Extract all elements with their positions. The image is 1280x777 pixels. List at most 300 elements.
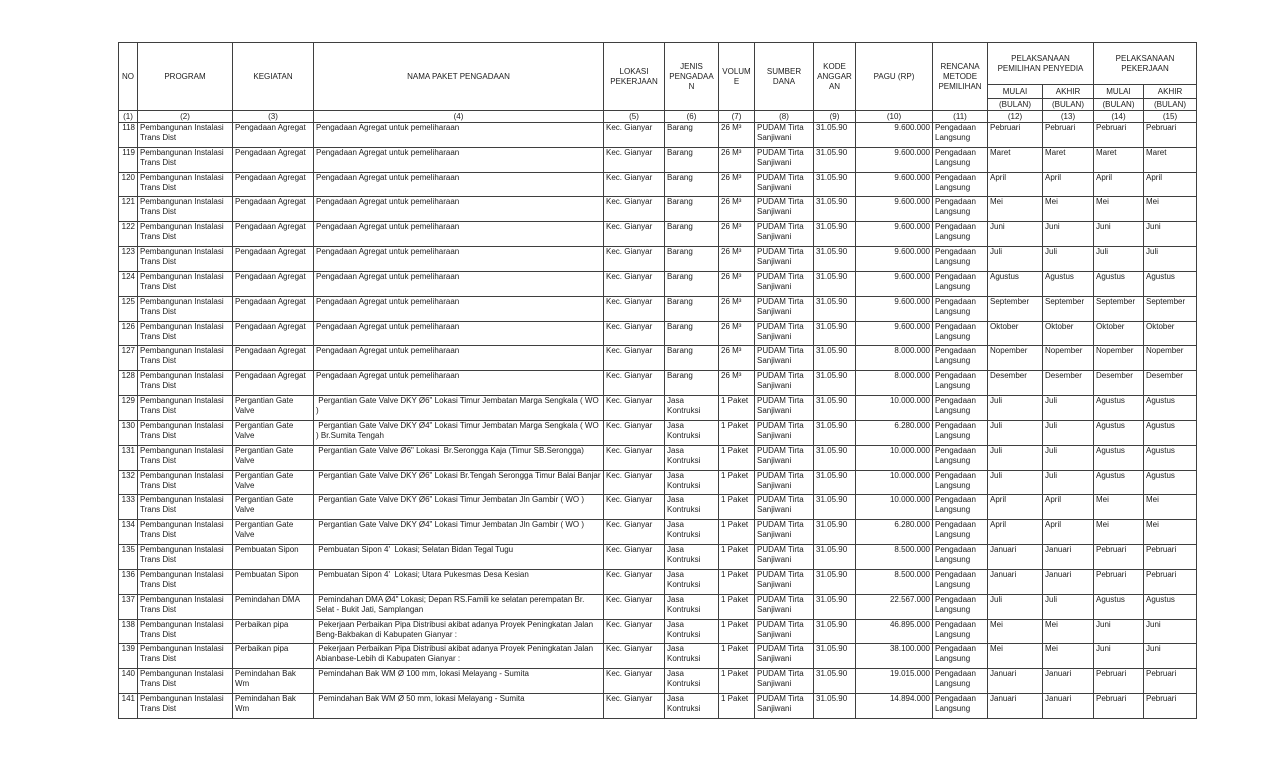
col-number-14: (14) — [1094, 111, 1144, 123]
cell-akhir-pemilihan: Juli — [1043, 396, 1094, 421]
cell-lokasi: Kec. Gianyar — [604, 694, 665, 719]
cell-kegiatan: Pergantian Gate Valve — [233, 420, 314, 445]
cell-lokasi: Kec. Gianyar — [604, 321, 665, 346]
cell-akhir-pemilihan: Januari — [1043, 669, 1094, 694]
cell-pagu: 8.500.000 — [856, 545, 933, 570]
cell-mulai-pekerjaan: Juni — [1094, 644, 1144, 669]
cell-akhir-pekerjaan: Agustus — [1144, 420, 1197, 445]
cell-kegiatan: Pergantian Gate Valve — [233, 520, 314, 545]
table-row — [119, 222, 1197, 247]
cell-nama-paket: Pekerjaan Perbaikan Pipa Distribusi akibat adanya Proyek Peningkatan Jalan Beng-Bakbakan di Kabupaten Gianyar : — [314, 619, 604, 644]
cell-nama-paket: Pengadaan Agregat untuk pemeliharaan — [314, 296, 604, 321]
cell-akhir-pemilihan: April — [1043, 172, 1094, 197]
cell-mulai-pekerjaan: Nopember — [1094, 346, 1144, 371]
cell-no: 129 — [119, 396, 138, 421]
cell-mulai-pekerjaan: Mei — [1094, 197, 1144, 222]
cell-kode-anggaran: 31.05.90 — [814, 520, 856, 545]
cell-kode-anggaran: 31.05.90 — [814, 445, 856, 470]
cell-nama-paket: Pengadaan Agregat untuk pemeliharaan — [314, 222, 604, 247]
table-row — [119, 296, 1197, 321]
cell-akhir-pemilihan: Januari — [1043, 545, 1094, 570]
col-number-3: (3) — [233, 111, 314, 123]
cell-sumber-dana: PUDAM Tirta Sanjiwani — [755, 296, 814, 321]
cell-program: Pembangunan Instalasi Trans Dist — [138, 147, 233, 172]
cell-mulai-pekerjaan: Juli — [1094, 247, 1144, 272]
cell-kegiatan: Pergantian Gate Valve — [233, 396, 314, 421]
cell-no: 128 — [119, 371, 138, 396]
cell-nama-paket: Pengadaan Agregat untuk pemeliharaan — [314, 197, 604, 222]
table-row — [119, 197, 1197, 222]
cell-kegiatan: Pergantian Gate Valve — [233, 495, 314, 520]
cell-sumber-dana: PUDAM Tirta Sanjiwani — [755, 545, 814, 570]
cell-volume: 26 M³ — [719, 271, 755, 296]
cell-jenis: Barang — [665, 172, 719, 197]
header-group-pemilihan-penyedia: PELAKSANAAN PEMILIHAN PENYEDIA — [988, 43, 1094, 85]
cell-mulai-pemilihan: Januari — [988, 569, 1043, 594]
cell-volume: 26 M³ — [719, 247, 755, 272]
cell-mulai-pemilihan: Juli — [988, 594, 1043, 619]
table-row — [119, 271, 1197, 296]
cell-no: 119 — [119, 147, 138, 172]
table-row — [119, 619, 1197, 644]
table-row — [119, 247, 1197, 272]
cell-kegiatan: Pembuatan Sipon — [233, 569, 314, 594]
header-bulan-3: (BULAN) — [1094, 99, 1144, 111]
cell-kegiatan: Pengadaan Agregat — [233, 321, 314, 346]
cell-jenis: Jasa Kontruksi — [665, 520, 719, 545]
cell-akhir-pekerjaan: Juni — [1144, 644, 1197, 669]
cell-akhir-pemilihan: Juli — [1043, 420, 1094, 445]
cell-kegiatan: Pemindahan Bak Wm — [233, 669, 314, 694]
cell-rencana-metode: Pengadaan Langsung — [933, 271, 988, 296]
cell-kode-anggaran: 31.05.90 — [814, 694, 856, 719]
cell-akhir-pekerjaan: Mei — [1144, 495, 1197, 520]
col-number-9: (9) — [814, 111, 856, 123]
header-jenis: JENIS PENGADAAN — [665, 43, 719, 111]
cell-akhir-pemilihan: April — [1043, 495, 1094, 520]
cell-no: 131 — [119, 445, 138, 470]
cell-jenis: Jasa Kontruksi — [665, 644, 719, 669]
cell-program: Pembangunan Instalasi Trans Dist — [138, 396, 233, 421]
cell-nama-paket: Pengadaan Agregat untuk pemeliharaan — [314, 271, 604, 296]
cell-rencana-metode: Pengadaan Langsung — [933, 296, 988, 321]
cell-kode-anggaran: 31.05.90 — [814, 420, 856, 445]
cell-mulai-pemilihan: April — [988, 495, 1043, 520]
cell-nama-paket: Pergantian Gate Valve DKY Ø6" Lokasi Timur Jembatan Marga Sengkala ( WO ) — [314, 396, 604, 421]
cell-mulai-pekerjaan: Pebruari — [1094, 123, 1144, 148]
cell-mulai-pekerjaan: Agustus — [1094, 594, 1144, 619]
table-body — [119, 123, 1197, 719]
table-row — [119, 346, 1197, 371]
cell-no: 126 — [119, 321, 138, 346]
cell-nama-paket: Pengadaan Agregat untuk pemeliharaan — [314, 172, 604, 197]
cell-kegiatan: Pengadaan Agregat — [233, 197, 314, 222]
cell-jenis: Barang — [665, 271, 719, 296]
cell-sumber-dana: PUDAM Tirta Sanjiwani — [755, 569, 814, 594]
cell-program: Pembangunan Instalasi Trans Dist — [138, 420, 233, 445]
cell-rencana-metode: Pengadaan Langsung — [933, 123, 988, 148]
cell-pagu: 10.000.000 — [856, 470, 933, 495]
cell-kegiatan: Perbaikan pipa — [233, 619, 314, 644]
cell-mulai-pemilihan: Januari — [988, 694, 1043, 719]
cell-mulai-pemilihan: Maret — [988, 147, 1043, 172]
cell-nama-paket: Pengadaan Agregat untuk pemeliharaan — [314, 123, 604, 148]
cell-kode-anggaran: 31.05.90 — [814, 147, 856, 172]
cell-mulai-pemilihan: Januari — [988, 669, 1043, 694]
cell-akhir-pekerjaan: Pebruari — [1144, 123, 1197, 148]
cell-akhir-pekerjaan: Pebruari — [1144, 694, 1197, 719]
cell-jenis: Barang — [665, 296, 719, 321]
cell-kegiatan: Pengadaan Agregat — [233, 147, 314, 172]
cell-no: 125 — [119, 296, 138, 321]
cell-sumber-dana: PUDAM Tirta Sanjiwani — [755, 147, 814, 172]
cell-rencana-metode: Pengadaan Langsung — [933, 520, 988, 545]
cell-no: 118 — [119, 123, 138, 148]
cell-mulai-pemilihan: Juni — [988, 222, 1043, 247]
cell-rencana-metode: Pengadaan Langsung — [933, 569, 988, 594]
cell-jenis: Jasa Kontruksi — [665, 569, 719, 594]
col-number-11: (11) — [933, 111, 988, 123]
cell-jenis: Jasa Kontruksi — [665, 594, 719, 619]
cell-akhir-pemilihan: Juli — [1043, 445, 1094, 470]
cell-pagu: 6.280.000 — [856, 420, 933, 445]
header-mulai-pemilihan: MULAI — [988, 85, 1043, 99]
cell-lokasi: Kec. Gianyar — [604, 346, 665, 371]
cell-nama-paket: Pergantian Gate Valve Ø6" Lokasi Br.Serongga Kaja (Timur SB.Serongga) — [314, 445, 604, 470]
cell-jenis: Barang — [665, 247, 719, 272]
header-kode-anggaran: KODE ANGGARAN — [814, 43, 856, 111]
table-row — [119, 371, 1197, 396]
cell-volume: 26 M³ — [719, 321, 755, 346]
cell-sumber-dana: PUDAM Tirta Sanjiwani — [755, 619, 814, 644]
cell-akhir-pemilihan: Desember — [1043, 371, 1094, 396]
cell-jenis: Jasa Kontruksi — [665, 495, 719, 520]
cell-nama-paket: Pengadaan Agregat untuk pemeliharaan — [314, 346, 604, 371]
cell-mulai-pekerjaan: Agustus — [1094, 396, 1144, 421]
cell-mulai-pekerjaan: Agustus — [1094, 271, 1144, 296]
cell-kode-anggaran: 31.05.90 — [814, 346, 856, 371]
cell-akhir-pemilihan: Juli — [1043, 594, 1094, 619]
cell-kegiatan: Perbaikan pipa — [233, 644, 314, 669]
cell-sumber-dana: PUDAM Tirta Sanjiwani — [755, 594, 814, 619]
table-row — [119, 545, 1197, 570]
cell-mulai-pekerjaan: Agustus — [1094, 445, 1144, 470]
cell-mulai-pekerjaan: Pebruari — [1094, 694, 1144, 719]
cell-lokasi: Kec. Gianyar — [604, 147, 665, 172]
header-mulai-pekerjaan: MULAI — [1094, 85, 1144, 99]
cell-nama-paket: Pergantian Gate Valve DKY Ø4" Lokasi Timur Jembatan Jln Gambir ( WO ) — [314, 520, 604, 545]
cell-sumber-dana: PUDAM Tirta Sanjiwani — [755, 222, 814, 247]
cell-pagu: 9.600.000 — [856, 197, 933, 222]
cell-akhir-pekerjaan: September — [1144, 296, 1197, 321]
cell-akhir-pekerjaan: Agustus — [1144, 396, 1197, 421]
cell-nama-paket: Pengadaan Agregat untuk pemeliharaan — [314, 147, 604, 172]
cell-jenis: Jasa Kontruksi — [665, 619, 719, 644]
cell-program: Pembangunan Instalasi Trans Dist — [138, 271, 233, 296]
header-akhir-pekerjaan: AKHIR — [1144, 85, 1197, 99]
document-sheet — [118, 42, 1197, 719]
cell-rencana-metode: Pengadaan Langsung — [933, 445, 988, 470]
cell-sumber-dana: PUDAM Tirta Sanjiwani — [755, 271, 814, 296]
cell-nama-paket: Pergantian Gate Valve DKY Ø6" Lokasi Br.Tengah Serongga Timur Balai Banjar — [314, 470, 604, 495]
cell-lokasi: Kec. Gianyar — [604, 470, 665, 495]
col-number-1: (1) — [119, 111, 138, 123]
cell-lokasi: Kec. Gianyar — [604, 569, 665, 594]
col-number-6: (6) — [665, 111, 719, 123]
cell-mulai-pekerjaan: September — [1094, 296, 1144, 321]
table-row — [119, 470, 1197, 495]
col-number-7: (7) — [719, 111, 755, 123]
cell-mulai-pemilihan: Agustus — [988, 271, 1043, 296]
cell-mulai-pemilihan: Mei — [988, 644, 1043, 669]
cell-volume: 1 Paket — [719, 520, 755, 545]
table-row — [119, 569, 1197, 594]
cell-no: 127 — [119, 346, 138, 371]
cell-kegiatan: Pengadaan Agregat — [233, 346, 314, 371]
cell-jenis: Jasa Kontruksi — [665, 445, 719, 470]
cell-no: 138 — [119, 619, 138, 644]
cell-pagu: 9.600.000 — [856, 296, 933, 321]
header-sumber-dana: SUMBER DANA — [755, 43, 814, 111]
cell-no: 120 — [119, 172, 138, 197]
cell-akhir-pemilihan: Agustus — [1043, 271, 1094, 296]
cell-kegiatan: Pengadaan Agregat — [233, 172, 314, 197]
cell-volume: 26 M³ — [719, 172, 755, 197]
cell-sumber-dana: PUDAM Tirta Sanjiwani — [755, 520, 814, 545]
cell-lokasi: Kec. Gianyar — [604, 619, 665, 644]
cell-program: Pembangunan Instalasi Trans Dist — [138, 470, 233, 495]
cell-akhir-pemilihan: Juli — [1043, 247, 1094, 272]
cell-akhir-pekerjaan: Juli — [1144, 247, 1197, 272]
cell-akhir-pekerjaan: Pebruari — [1144, 669, 1197, 694]
cell-akhir-pekerjaan: Agustus — [1144, 271, 1197, 296]
cell-rencana-metode: Pengadaan Langsung — [933, 321, 988, 346]
cell-kode-anggaran: 31.05.90 — [814, 247, 856, 272]
cell-rencana-metode: Pengadaan Langsung — [933, 371, 988, 396]
cell-akhir-pekerjaan: Agustus — [1144, 445, 1197, 470]
cell-kode-anggaran: 31.05.90 — [814, 545, 856, 570]
cell-no: 130 — [119, 420, 138, 445]
cell-sumber-dana: PUDAM Tirta Sanjiwani — [755, 420, 814, 445]
cell-program: Pembangunan Instalasi Trans Dist — [138, 197, 233, 222]
cell-program: Pembangunan Instalasi Trans Dist — [138, 247, 233, 272]
cell-mulai-pekerjaan: Juni — [1094, 222, 1144, 247]
cell-volume: 1 Paket — [719, 470, 755, 495]
cell-no: 136 — [119, 569, 138, 594]
cell-akhir-pemilihan: September — [1043, 296, 1094, 321]
cell-program: Pembangunan Instalasi Trans Dist — [138, 644, 233, 669]
cell-pagu: 46.895.000 — [856, 619, 933, 644]
header-bulan-2: (BULAN) — [1043, 99, 1094, 111]
cell-rencana-metode: Pengadaan Langsung — [933, 172, 988, 197]
cell-kode-anggaran: 31.05.90 — [814, 271, 856, 296]
cell-pagu: 9.600.000 — [856, 172, 933, 197]
table-row — [119, 520, 1197, 545]
cell-mulai-pemilihan: Mei — [988, 197, 1043, 222]
cell-no: 139 — [119, 644, 138, 669]
cell-akhir-pemilihan: Pebruari — [1043, 123, 1094, 148]
cell-pagu: 9.600.000 — [856, 123, 933, 148]
col-number-12: (12) — [988, 111, 1043, 123]
cell-program: Pembangunan Instalasi Trans Dist — [138, 321, 233, 346]
cell-volume: 1 Paket — [719, 644, 755, 669]
cell-lokasi: Kec. Gianyar — [604, 123, 665, 148]
cell-sumber-dana: PUDAM Tirta Sanjiwani — [755, 172, 814, 197]
cell-kode-anggaran: 31.05.90 — [814, 296, 856, 321]
cell-nama-paket: Pekerjaan Perbaikan Pipa Distribusi akibat adanya Proyek Peningkatan Jalan Abianbase-Lebih di Kabupaten Gianyar : — [314, 644, 604, 669]
cell-akhir-pekerjaan: April — [1144, 172, 1197, 197]
cell-sumber-dana: PUDAM Tirta Sanjiwani — [755, 495, 814, 520]
cell-akhir-pekerjaan: Nopember — [1144, 346, 1197, 371]
cell-kegiatan: Pembuatan Sipon — [233, 545, 314, 570]
cell-rencana-metode: Pengadaan Langsung — [933, 247, 988, 272]
cell-mulai-pemilihan: Juli — [988, 470, 1043, 495]
cell-kegiatan: Pengadaan Agregat — [233, 296, 314, 321]
cell-program: Pembangunan Instalasi Trans Dist — [138, 545, 233, 570]
cell-no: 141 — [119, 694, 138, 719]
cell-mulai-pemilihan: Juli — [988, 445, 1043, 470]
cell-nama-paket: Pembuatan Sipon 4' Lokasi; Selatan Bidan Tegal Tugu — [314, 545, 604, 570]
table-row — [119, 594, 1197, 619]
cell-akhir-pekerjaan: Mei — [1144, 197, 1197, 222]
cell-nama-paket: Pemindahan Bak WM Ø 50 mm, lokasi Melayang - Sumita — [314, 694, 604, 719]
cell-program: Pembangunan Instalasi Trans Dist — [138, 222, 233, 247]
cell-nama-paket: Pembuatan Sipon 4' Lokasi; Utara Pukesmas Desa Kesian — [314, 569, 604, 594]
cell-mulai-pekerjaan: Pebruari — [1094, 669, 1144, 694]
cell-mulai-pekerjaan: Pebruari — [1094, 569, 1144, 594]
cell-akhir-pekerjaan: Juni — [1144, 619, 1197, 644]
cell-mulai-pekerjaan: April — [1094, 172, 1144, 197]
cell-pagu: 14.894.000 — [856, 694, 933, 719]
cell-nama-paket: Pengadaan Agregat untuk pemeliharaan — [314, 247, 604, 272]
cell-mulai-pekerjaan: Oktober — [1094, 321, 1144, 346]
cell-no: 133 — [119, 495, 138, 520]
cell-pagu: 9.600.000 — [856, 271, 933, 296]
cell-pagu: 8.000.000 — [856, 346, 933, 371]
table-header — [119, 43, 1197, 123]
cell-kegiatan: Pemindahan DMA — [233, 594, 314, 619]
header-nama-paket: NAMA PAKET PENGADAAN — [314, 43, 604, 111]
cell-jenis: Barang — [665, 147, 719, 172]
cell-program: Pembangunan Instalasi Trans Dist — [138, 594, 233, 619]
cell-akhir-pekerjaan: Juni — [1144, 222, 1197, 247]
cell-volume: 1 Paket — [719, 445, 755, 470]
cell-sumber-dana: PUDAM Tirta Sanjiwani — [755, 445, 814, 470]
cell-kode-anggaran: 31.05.90 — [814, 619, 856, 644]
cell-nama-paket: Pemindahan DMA Ø4" Lokasi; Depan RS.Famili ke selatan perempatan Br. Selat - Bukit Jati, Samplangan — [314, 594, 604, 619]
cell-sumber-dana: PUDAM Tirta Sanjiwani — [755, 644, 814, 669]
table-row — [119, 644, 1197, 669]
cell-lokasi: Kec. Gianyar — [604, 545, 665, 570]
table-row — [119, 172, 1197, 197]
cell-rencana-metode: Pengadaan Langsung — [933, 669, 988, 694]
cell-rencana-metode: Pengadaan Langsung — [933, 644, 988, 669]
cell-kode-anggaran: 31.05.90 — [814, 197, 856, 222]
cell-mulai-pekerjaan: Mei — [1094, 520, 1144, 545]
cell-program: Pembangunan Instalasi Trans Dist — [138, 445, 233, 470]
cell-program: Pembangunan Instalasi Trans Dist — [138, 495, 233, 520]
cell-akhir-pemilihan: Juni — [1043, 222, 1094, 247]
header-kegiatan: KEGIATAN — [233, 43, 314, 111]
cell-lokasi: Kec. Gianyar — [604, 247, 665, 272]
cell-jenis: Jasa Kontruksi — [665, 470, 719, 495]
cell-program: Pembangunan Instalasi Trans Dist — [138, 669, 233, 694]
cell-akhir-pemilihan: April — [1043, 520, 1094, 545]
header-no: NO — [119, 43, 138, 111]
cell-pagu: 38.100.000 — [856, 644, 933, 669]
cell-no: 121 — [119, 197, 138, 222]
header-bulan-4: (BULAN) — [1144, 99, 1197, 111]
cell-volume: 1 Paket — [719, 495, 755, 520]
cell-nama-paket: Pengadaan Agregat untuk pemeliharaan — [314, 321, 604, 346]
cell-kode-anggaran: 31.05.90 — [814, 594, 856, 619]
cell-kode-anggaran: 31.05.90 — [814, 569, 856, 594]
cell-mulai-pemilihan: Desember — [988, 371, 1043, 396]
cell-akhir-pekerjaan: Agustus — [1144, 470, 1197, 495]
cell-rencana-metode: Pengadaan Langsung — [933, 197, 988, 222]
cell-jenis: Barang — [665, 222, 719, 247]
cell-mulai-pekerjaan: Agustus — [1094, 420, 1144, 445]
cell-lokasi: Kec. Gianyar — [604, 445, 665, 470]
cell-mulai-pekerjaan: Maret — [1094, 147, 1144, 172]
cell-akhir-pemilihan: Maret — [1043, 147, 1094, 172]
cell-nama-paket: Pemindahan Bak WM Ø 100 mm, lokasi Melayang - Sumita — [314, 669, 604, 694]
cell-jenis: Barang — [665, 197, 719, 222]
cell-no: 123 — [119, 247, 138, 272]
cell-mulai-pemilihan: Mei — [988, 619, 1043, 644]
cell-sumber-dana: PUDAM Tirta Sanjiwani — [755, 247, 814, 272]
cell-pagu: 8.500.000 — [856, 569, 933, 594]
cell-no: 135 — [119, 545, 138, 570]
cell-rencana-metode: Pengadaan Langsung — [933, 147, 988, 172]
cell-lokasi: Kec. Gianyar — [604, 420, 665, 445]
cell-akhir-pekerjaan: Pebruari — [1144, 569, 1197, 594]
cell-pagu: 22.567.000 — [856, 594, 933, 619]
cell-rencana-metode: Pengadaan Langsung — [933, 420, 988, 445]
cell-mulai-pekerjaan: Mei — [1094, 495, 1144, 520]
column-number-row — [119, 111, 1197, 123]
cell-akhir-pekerjaan: Pebruari — [1144, 545, 1197, 570]
cell-mulai-pemilihan: April — [988, 520, 1043, 545]
cell-rencana-metode: Pengadaan Langsung — [933, 694, 988, 719]
header-lokasi: LOKASI PEKERJAAN — [604, 43, 665, 111]
cell-pagu: 9.600.000 — [856, 222, 933, 247]
table-row — [119, 396, 1197, 421]
cell-mulai-pekerjaan: Desember — [1094, 371, 1144, 396]
cell-kode-anggaran: 31.05.90 — [814, 396, 856, 421]
cell-akhir-pemilihan: Juli — [1043, 470, 1094, 495]
cell-pagu: 9.600.000 — [856, 147, 933, 172]
cell-no: 140 — [119, 669, 138, 694]
cell-jenis: Jasa Kontruksi — [665, 545, 719, 570]
cell-lokasi: Kec. Gianyar — [604, 172, 665, 197]
cell-lokasi: Kec. Gianyar — [604, 222, 665, 247]
cell-lokasi: Kec. Gianyar — [604, 197, 665, 222]
header-program: PROGRAM — [138, 43, 233, 111]
cell-rencana-metode: Pengadaan Langsung — [933, 470, 988, 495]
cell-rencana-metode: Pengadaan Langsung — [933, 619, 988, 644]
cell-akhir-pemilihan: Januari — [1043, 569, 1094, 594]
cell-lokasi: Kec. Gianyar — [604, 594, 665, 619]
cell-kode-anggaran: 31.05.90 — [814, 321, 856, 346]
cell-program: Pembangunan Instalasi Trans Dist — [138, 694, 233, 719]
cell-program: Pembangunan Instalasi Trans Dist — [138, 123, 233, 148]
cell-no: 122 — [119, 222, 138, 247]
cell-volume: 26 M³ — [719, 222, 755, 247]
table-row — [119, 321, 1197, 346]
cell-akhir-pekerjaan: Maret — [1144, 147, 1197, 172]
cell-kode-anggaran: 31.05.90 — [814, 669, 856, 694]
